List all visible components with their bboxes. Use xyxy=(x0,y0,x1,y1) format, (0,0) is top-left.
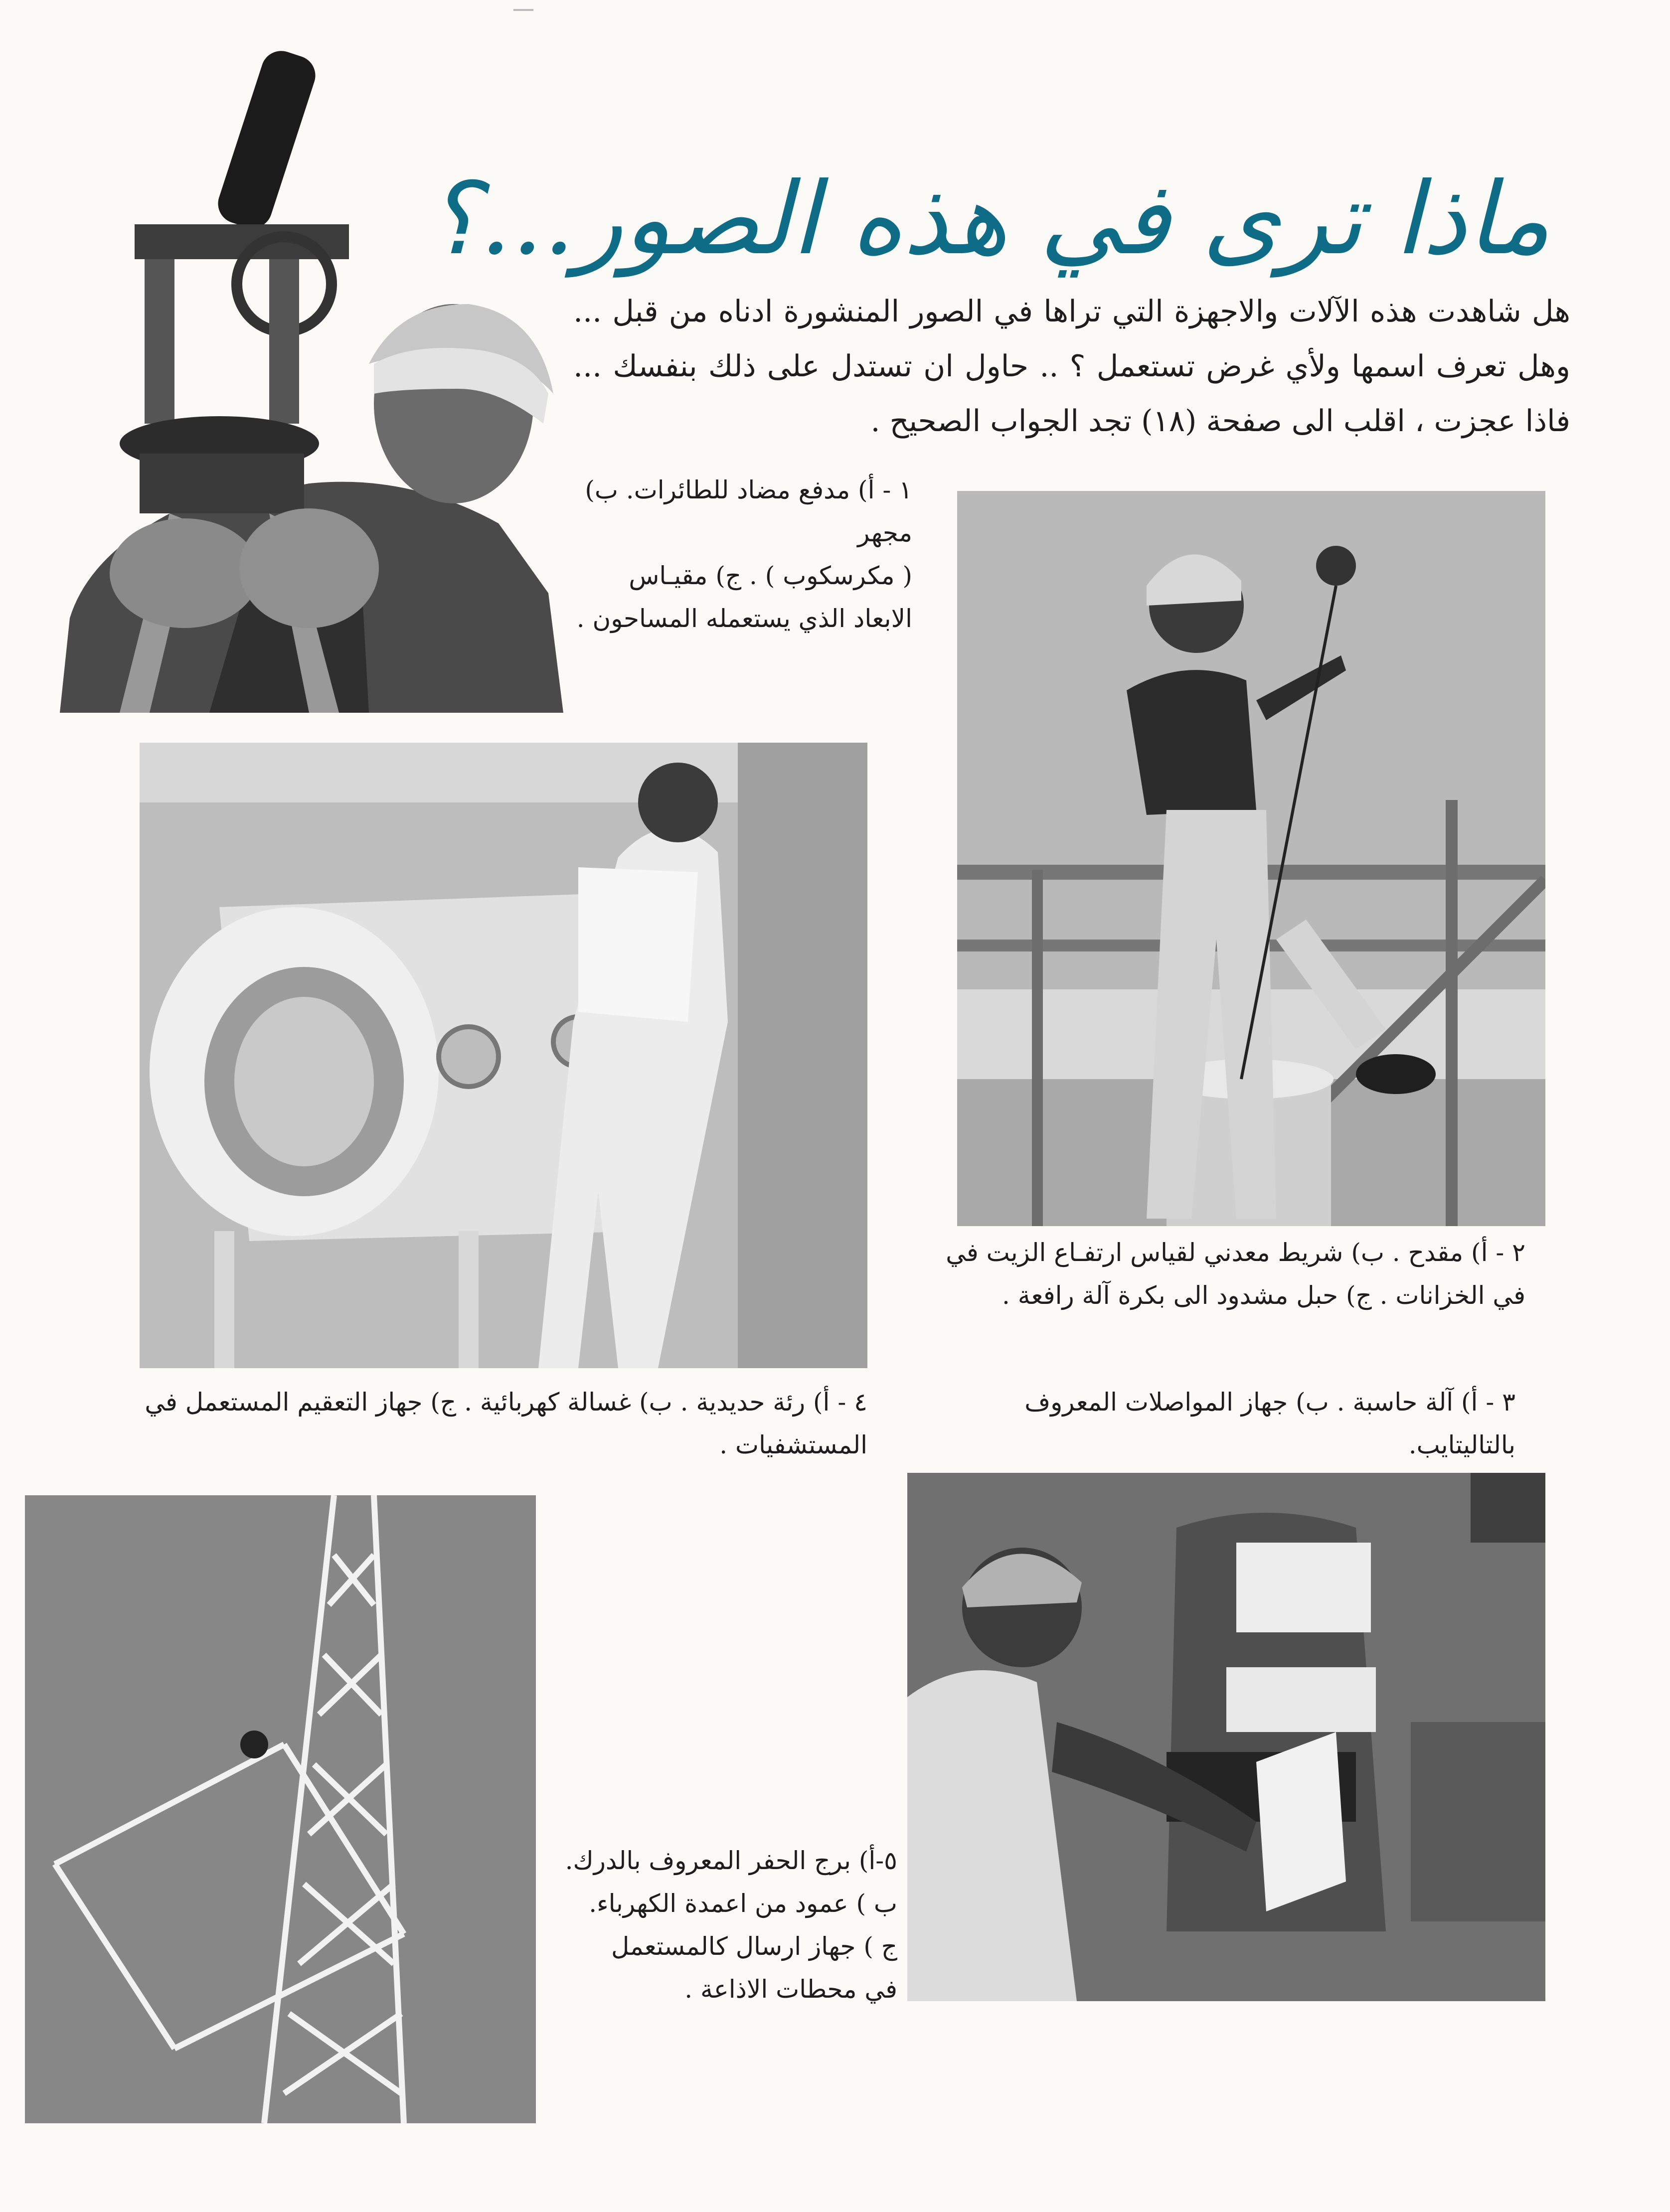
caption-q5-line2: ب ) عمود من اعمدة الكهرباء. xyxy=(589,1889,897,1918)
caption-q2 xyxy=(937,1231,1525,1317)
photo-derrick xyxy=(25,1495,536,2123)
caption-q1-line1: ١ - أ) مدفع مضاد للطائرات. ب) مجهر xyxy=(585,475,912,547)
photo-tank-gauger xyxy=(957,491,1545,1226)
caption-q4-line1: ٤ - أ) رئة حديدية . ب) غسالة كهربائية . ج) جهاز التعقيم المستعمل في xyxy=(145,1388,867,1417)
teletype-illustration xyxy=(907,1473,1545,2001)
page-title: ماذا ترى في هذه الصور...؟ xyxy=(427,161,1550,277)
caption-q3-line1: ٣ - أ) آلة حاسبة . ب) جهاز المواصلات المعروف بالتاليتايب. xyxy=(1024,1388,1515,1459)
caption-q5-line4: في محطات الاذاعة . xyxy=(684,1975,897,2004)
caption-q1-line2: ( مكرسكوب ) . ج) مقيـاس xyxy=(629,561,912,590)
photo-teletype xyxy=(907,1473,1545,2001)
tank-gauger-illustration xyxy=(957,491,1545,1226)
derrick-illustration xyxy=(25,1495,536,2123)
surveyor-illustration xyxy=(50,45,563,713)
caption-q2-line2: في الخزانات . ج) حبل مشدود الى بكرة آلة رافعة . xyxy=(1002,1281,1525,1310)
caption-q4 xyxy=(140,1381,867,1466)
caption-q5-line1: ٥-أ) برج الحفر المعروف بالدرك. xyxy=(565,1846,897,1875)
photo-iron-lung xyxy=(140,743,867,1368)
intro-paragraph: هل شاهدت هذه الآلات والاجهزة التي تراها في الصور المنشورة ادناه من قبل ... وهل تعرف اسمها ولأي غرض تستعمل ؟ .. حاول ان تستدل على ذلك بنفسك ... فاذا عجزت ، اقلب الى صفحة (١٨) تجد الجواب الصحيح . xyxy=(573,294,1570,439)
caption-q5 xyxy=(548,1839,897,2011)
caption-q1 xyxy=(553,469,912,640)
iron-lung-illustration xyxy=(140,743,867,1368)
caption-q2-line1: ٢ - أ) مقدح . ب) شريط معدني لقياس ارتفـاع الزيت في xyxy=(946,1238,1525,1267)
photo-surveyor xyxy=(50,45,563,713)
caption-q1-line3: الابعاد الذي يستعمله المساحون . xyxy=(576,604,912,633)
caption-q5-line3: ج ) جهاز ارسال كالمستعمل xyxy=(611,1932,897,1961)
caption-q4-line2: المستشفيات . xyxy=(719,1430,867,1459)
page-mark xyxy=(513,9,533,11)
